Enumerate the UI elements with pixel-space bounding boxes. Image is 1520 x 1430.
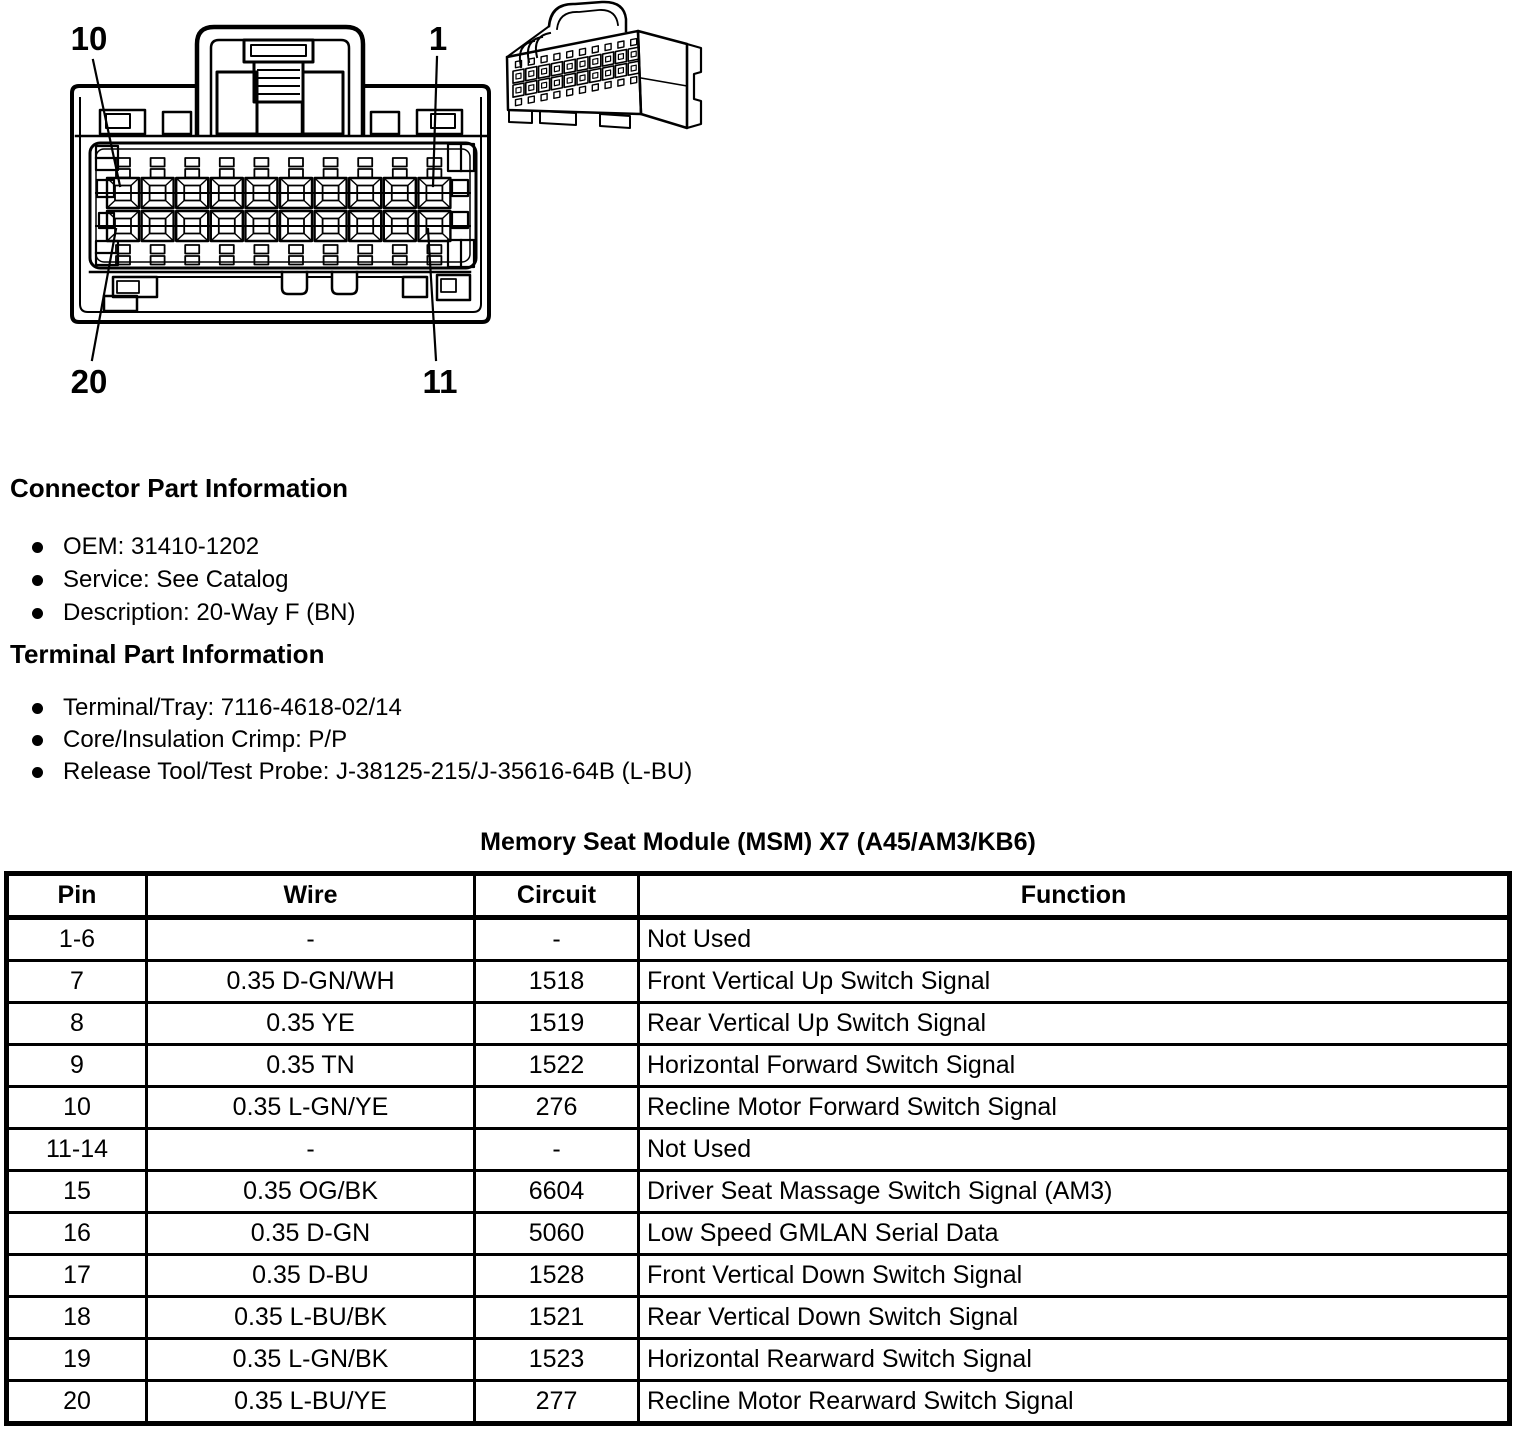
function-cell: Low Speed GMLAN Serial Data	[639, 1213, 1510, 1255]
wire-cell: -	[147, 1129, 475, 1171]
table-row	[7, 1087, 1510, 1129]
function-cell: Driver Seat Massage Switch Signal (AM3)	[639, 1171, 1510, 1213]
terminal-info-release-tool: Release Tool/Test Probe: J-38125-215/J-35616-64B (L-BU)	[63, 758, 693, 785]
connector-part-info-list	[30, 530, 356, 629]
wire-cell: 0.35 D-GN/WH	[147, 961, 475, 1003]
circuit-cell: -	[475, 918, 639, 961]
circuit-cell: 1523	[475, 1339, 639, 1381]
function-cell: Not Used	[639, 918, 1510, 961]
table-row	[7, 1171, 1510, 1213]
function-cell: Rear Vertical Down Switch Signal	[639, 1297, 1510, 1339]
circuit-cell: 1518	[475, 961, 639, 1003]
function-cell: Not Used	[639, 1129, 1510, 1171]
pin-label-11: 11	[422, 363, 458, 400]
list-item	[30, 596, 356, 629]
pin-cell: 7	[7, 961, 147, 1003]
list-item	[30, 692, 692, 724]
circuit-cell: -	[475, 1129, 639, 1171]
col-header-pin: Pin	[7, 874, 147, 918]
pin-cell: 10	[7, 1087, 147, 1129]
table-row	[7, 1255, 1510, 1297]
list-item	[30, 563, 356, 596]
circuit-cell: 277	[475, 1381, 639, 1424]
circuit-cell: 1528	[475, 1255, 639, 1297]
wire-cell: -	[147, 918, 475, 961]
wire-cell: 0.35 TN	[147, 1045, 475, 1087]
wire-cell: 0.35 D-GN	[147, 1213, 475, 1255]
terminal-info-tray: Terminal/Tray: 7116-4618-02/14	[63, 694, 402, 721]
connector-info-oem: OEM: 31410-1202	[63, 533, 260, 560]
pin-cell: 11-14	[7, 1129, 147, 1171]
terminal-info-crimp: Core/Insulation Crimp: P/P	[63, 726, 348, 753]
function-cell: Horizontal Forward Switch Signal	[639, 1045, 1510, 1087]
col-header-circuit: Circuit	[475, 874, 639, 918]
bullet-icon	[32, 767, 43, 778]
table-row	[7, 918, 1510, 961]
table-row	[7, 1045, 1510, 1087]
table-row	[7, 1297, 1510, 1339]
3d-terminal-rows	[513, 47, 639, 97]
function-cell: Rear Vertical Up Switch Signal	[639, 1003, 1510, 1045]
circuit-cell: 6604	[475, 1171, 639, 1213]
table-header-row	[7, 874, 1510, 918]
pin-label-1: 1	[428, 20, 448, 57]
wire-cell: 0.35 L-GN/BK	[147, 1339, 475, 1381]
table-row	[7, 1213, 1510, 1255]
circuit-cell: 276	[475, 1087, 639, 1129]
function-cell: Recline Motor Rearward Switch Signal	[639, 1381, 1510, 1424]
col-header-function: Function	[639, 874, 1510, 918]
table-row	[7, 1003, 1510, 1045]
wire-cell: 0.35 L-GN/YE	[147, 1087, 475, 1129]
table-row	[7, 1339, 1510, 1381]
list-item	[30, 756, 692, 788]
col-header-wire: Wire	[147, 874, 475, 918]
terminal-part-info-heading: Terminal Part Information	[10, 639, 325, 669]
pin-cell: 1-6	[7, 918, 147, 961]
function-cell: Front Vertical Up Switch Signal	[639, 961, 1510, 1003]
pin-label-10: 10	[70, 20, 108, 57]
connector-part-info-heading: Connector Part Information	[10, 473, 349, 503]
bullet-icon	[32, 735, 43, 746]
wire-cell: 0.35 L-BU/YE	[147, 1381, 475, 1424]
table-row	[7, 1381, 1510, 1424]
pin-cell: 19	[7, 1339, 147, 1381]
circuit-cell: 1522	[475, 1045, 639, 1087]
pin-cell: 17	[7, 1255, 147, 1297]
pinout-table-title: Memory Seat Module (MSM) X7 (A45/AM3/KB6)	[480, 828, 1036, 856]
pin-cell: 16	[7, 1213, 147, 1255]
table-row	[7, 1129, 1510, 1171]
pinout-table	[4, 871, 1512, 1426]
pin-cell: 9	[7, 1045, 147, 1087]
function-cell: Horizontal Rearward Switch Signal	[639, 1339, 1510, 1381]
wire-cell: 0.35 D-BU	[147, 1255, 475, 1297]
circuit-cell: 1519	[475, 1003, 639, 1045]
connector-3d-icon	[507, 2, 701, 128]
connector-info-description: Description: 20-Way F (BN)	[63, 599, 356, 626]
face-view	[71, 20, 489, 400]
function-cell: Recline Motor Forward Switch Signal	[639, 1087, 1510, 1129]
bullet-icon	[32, 575, 43, 586]
pin-label-20: 20	[70, 363, 108, 400]
pin-cell: 15	[7, 1171, 147, 1213]
list-item	[30, 530, 356, 563]
pin-cell: 20	[7, 1381, 147, 1424]
list-item	[30, 724, 692, 756]
bullet-icon	[32, 542, 43, 553]
pin-cell: 8	[7, 1003, 147, 1045]
circuit-cell: 5060	[475, 1213, 639, 1255]
terminal-part-info-list	[30, 692, 692, 788]
wire-cell: 0.35 L-BU/BK	[147, 1297, 475, 1339]
wire-cell: 0.35 YE	[147, 1003, 475, 1045]
function-cell: Front Vertical Down Switch Signal	[639, 1255, 1510, 1297]
connector-face-diagram	[0, 0, 760, 420]
table-row	[7, 961, 1510, 1003]
wire-cell: 0.35 OG/BK	[147, 1171, 475, 1213]
bullet-icon	[32, 608, 43, 619]
circuit-cell: 1521	[475, 1297, 639, 1339]
connector-info-service: Service: See Catalog	[63, 566, 289, 593]
pin-cell: 18	[7, 1297, 147, 1339]
bullet-icon	[32, 703, 43, 714]
